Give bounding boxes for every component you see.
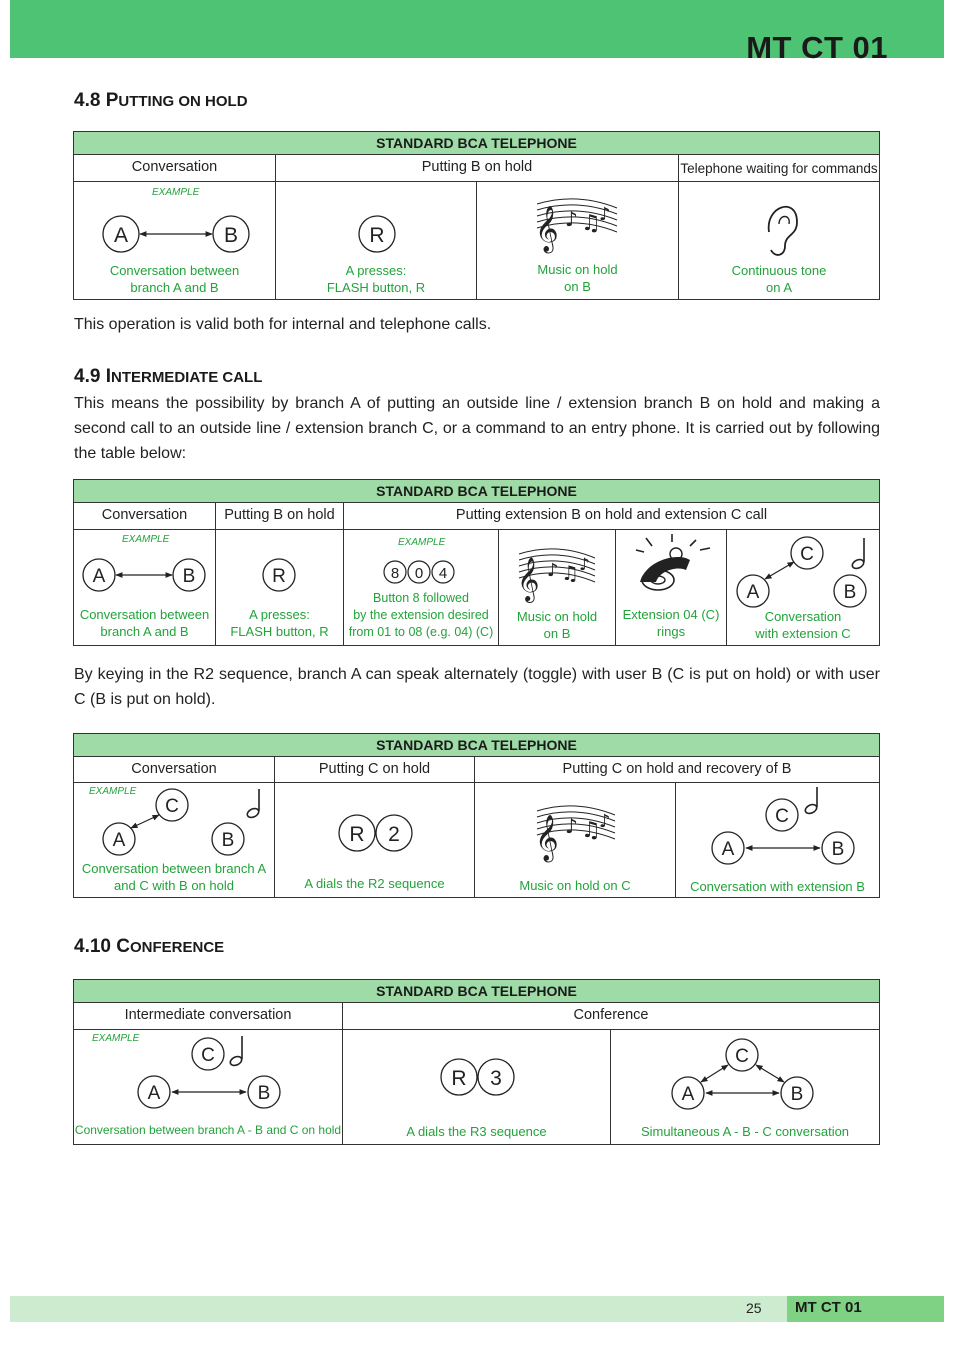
example-label: EXAMPLE <box>398 537 446 548</box>
svg-text:R: R <box>369 224 385 247</box>
table-putting-on-hold <box>73 131 880 300</box>
svg-text:C: C <box>735 1046 749 1067</box>
example-label: EXAMPLE <box>152 187 200 198</box>
svg-text:B: B <box>790 1084 804 1105</box>
caption: A dials the R2 sequence <box>304 876 445 891</box>
svg-text:A: A <box>112 830 126 851</box>
svg-text:♪: ♪ <box>579 555 590 575</box>
col-header-recovery-of-b: Putting C on hold and recovery of B <box>562 761 792 777</box>
svg-text:C: C <box>775 806 789 827</box>
cell-conversation-ab <box>74 530 216 645</box>
svg-text:♪: ♪ <box>565 207 578 231</box>
example-label: EXAMPLE <box>92 1033 140 1044</box>
svg-text:3: 3 <box>490 1067 502 1090</box>
svg-text:R: R <box>272 566 286 587</box>
col-header-conversation: Conversation <box>74 503 216 529</box>
intro-paragraph: This means the possibility by branch A of putting an outside line / extension branch B on hold and making a second call to an outside line / extension branch C, or a command to an entry phone. It is carried out by following the table below: <box>74 395 880 462</box>
caption: Conversation with extension B <box>690 879 865 894</box>
table-toggle <box>73 733 880 898</box>
svg-text:C: C <box>165 796 179 817</box>
table-title: STANDARD BCA TELEPHONE <box>74 734 879 757</box>
cell-flash-button <box>216 530 344 645</box>
svg-text:𝄞: 𝄞 <box>535 815 559 861</box>
table-header-row <box>74 503 879 530</box>
node-a: A <box>113 224 129 247</box>
col-header-extension-c-call: Putting extension B on hold and extension C call <box>455 507 768 523</box>
col-header-waiting: Telephone waiting for commands <box>680 161 878 176</box>
cell-conversation-c <box>727 530 879 645</box>
cell-r2-sequence <box>275 783 475 897</box>
caption: Conversation with extension C <box>755 609 851 641</box>
cell-conversation-ab <box>74 182 276 299</box>
caption: A presses: FLASH button, R <box>326 263 426 295</box>
table-title: STANDARD BCA TELEPHONE <box>74 480 879 503</box>
table-header-row <box>74 1003 879 1030</box>
section-title-4-10: 4.10 CONFERENCE <box>74 936 225 957</box>
svg-text:8: 8 <box>390 565 400 582</box>
col-header-conference: Conference <box>573 1007 649 1023</box>
col-header-conversation: Conversation <box>74 757 275 782</box>
caption: Extension 04 (C) rings <box>622 607 720 639</box>
caption: Continuous tone on A <box>731 263 827 295</box>
col-header-putting-c-on-hold: Putting C on hold <box>275 757 475 782</box>
node-b: B <box>182 566 196 587</box>
svg-text:♫: ♫ <box>581 211 601 236</box>
cell-extension-rings <box>616 530 727 645</box>
footer-document-code: MT CT 01 <box>795 1299 862 1316</box>
svg-text:A: A <box>681 1084 695 1105</box>
caption: A dials the R3 sequence <box>406 1124 547 1139</box>
caption: Conversation between branch A and B <box>109 263 240 295</box>
cell-music-on-hold <box>499 530 616 645</box>
caption: Conversation between branch A and C with B on hold <box>81 861 267 893</box>
cell-music-on-hold <box>477 182 679 299</box>
svg-text:C: C <box>800 544 814 565</box>
node-a: A <box>92 566 106 587</box>
table-body-row <box>74 530 879 645</box>
svg-text:2: 2 <box>388 823 400 846</box>
example-label: EXAMPLE <box>122 534 170 545</box>
table-body-row <box>74 783 879 897</box>
svg-text:♪: ♪ <box>599 811 611 832</box>
document-title: MT CT 01 <box>746 30 888 65</box>
page-number: 25 <box>746 1300 762 1316</box>
svg-text:♪: ♪ <box>599 204 611 225</box>
cell-conversation-ac <box>74 783 275 897</box>
caption: Simultaneous A - B - C conversation <box>640 1124 850 1139</box>
table-intermediate-call <box>73 479 880 646</box>
svg-text:♫: ♫ <box>561 561 579 585</box>
caption: Conversation between branch A and B <box>79 607 210 639</box>
section-title-4-8: 4.8 PUTTING ON HOLD <box>74 90 248 111</box>
svg-text:♫: ♫ <box>581 818 601 843</box>
col-header-intermediate: Intermediate conversation <box>74 1003 343 1029</box>
svg-text:𝄞: 𝄞 <box>517 557 540 601</box>
cell-intermediate <box>74 1030 343 1144</box>
table-header-row <box>74 155 879 182</box>
table-title: STANDARD BCA TELEPHONE <box>74 980 879 1003</box>
col-header-conversation: Conversation <box>74 155 276 181</box>
svg-text:0: 0 <box>414 565 424 582</box>
cell-flash-button <box>276 182 477 299</box>
table-body-row <box>74 182 879 299</box>
col-header-putting-b-on-hold: Putting B on hold <box>216 503 344 529</box>
cell-extension-dial <box>344 530 499 645</box>
svg-text:B: B <box>257 1083 271 1104</box>
caption: A presses: FLASH button, R <box>230 607 329 639</box>
col-header-putting-b-on-hold: Putting B on hold <box>276 155 679 181</box>
note-internal-and-telephone: This operation is valid both for internal and telephone calls. <box>74 316 492 333</box>
cell-r3-sequence <box>343 1030 611 1144</box>
table-body-row <box>74 1030 879 1144</box>
cell-conference-abc <box>611 1030 879 1144</box>
svg-text:𝄞: 𝄞 <box>535 206 559 252</box>
cell-conversation-b <box>676 783 879 897</box>
svg-text:A: A <box>746 582 760 603</box>
cell-continuous-tone <box>679 182 879 299</box>
caption: Conversation between branch A - B and C on hold <box>74 1123 342 1137</box>
cell-music-on-hold-c <box>475 783 676 897</box>
svg-text:♪: ♪ <box>547 560 559 581</box>
example-label: EXAMPLE <box>89 786 137 797</box>
svg-text:♪: ♪ <box>565 814 578 838</box>
caption: Button 8 followed by the extension desired from 01 to 08 (e.g. 04) (C) <box>348 591 494 639</box>
table-conference <box>73 979 880 1145</box>
node-b: B <box>223 224 239 247</box>
caption: Music on hold on C <box>519 878 631 893</box>
svg-text:C: C <box>201 1045 215 1066</box>
svg-text:A: A <box>721 839 735 860</box>
svg-text:R: R <box>451 1067 467 1090</box>
svg-text:B: B <box>843 582 857 603</box>
caption: Music on hold on B <box>537 262 618 294</box>
svg-text:B: B <box>221 830 235 851</box>
table-title: STANDARD BCA TELEPHONE <box>74 132 879 155</box>
svg-text:A: A <box>147 1083 161 1104</box>
svg-text:B: B <box>831 839 845 860</box>
caption: Music on hold on B <box>516 609 598 641</box>
svg-text:4: 4 <box>438 565 448 582</box>
svg-text:R: R <box>349 823 365 846</box>
table-header-row <box>74 757 879 783</box>
toggle-paragraph: By keying in the R2 sequence, branch A can speak alternately (toggle) with user B (C is put on hold) or with user C (B is put on hold). <box>74 666 880 708</box>
section-title-4-9: 4.9 INTERMEDIATE CALL <box>74 366 263 387</box>
